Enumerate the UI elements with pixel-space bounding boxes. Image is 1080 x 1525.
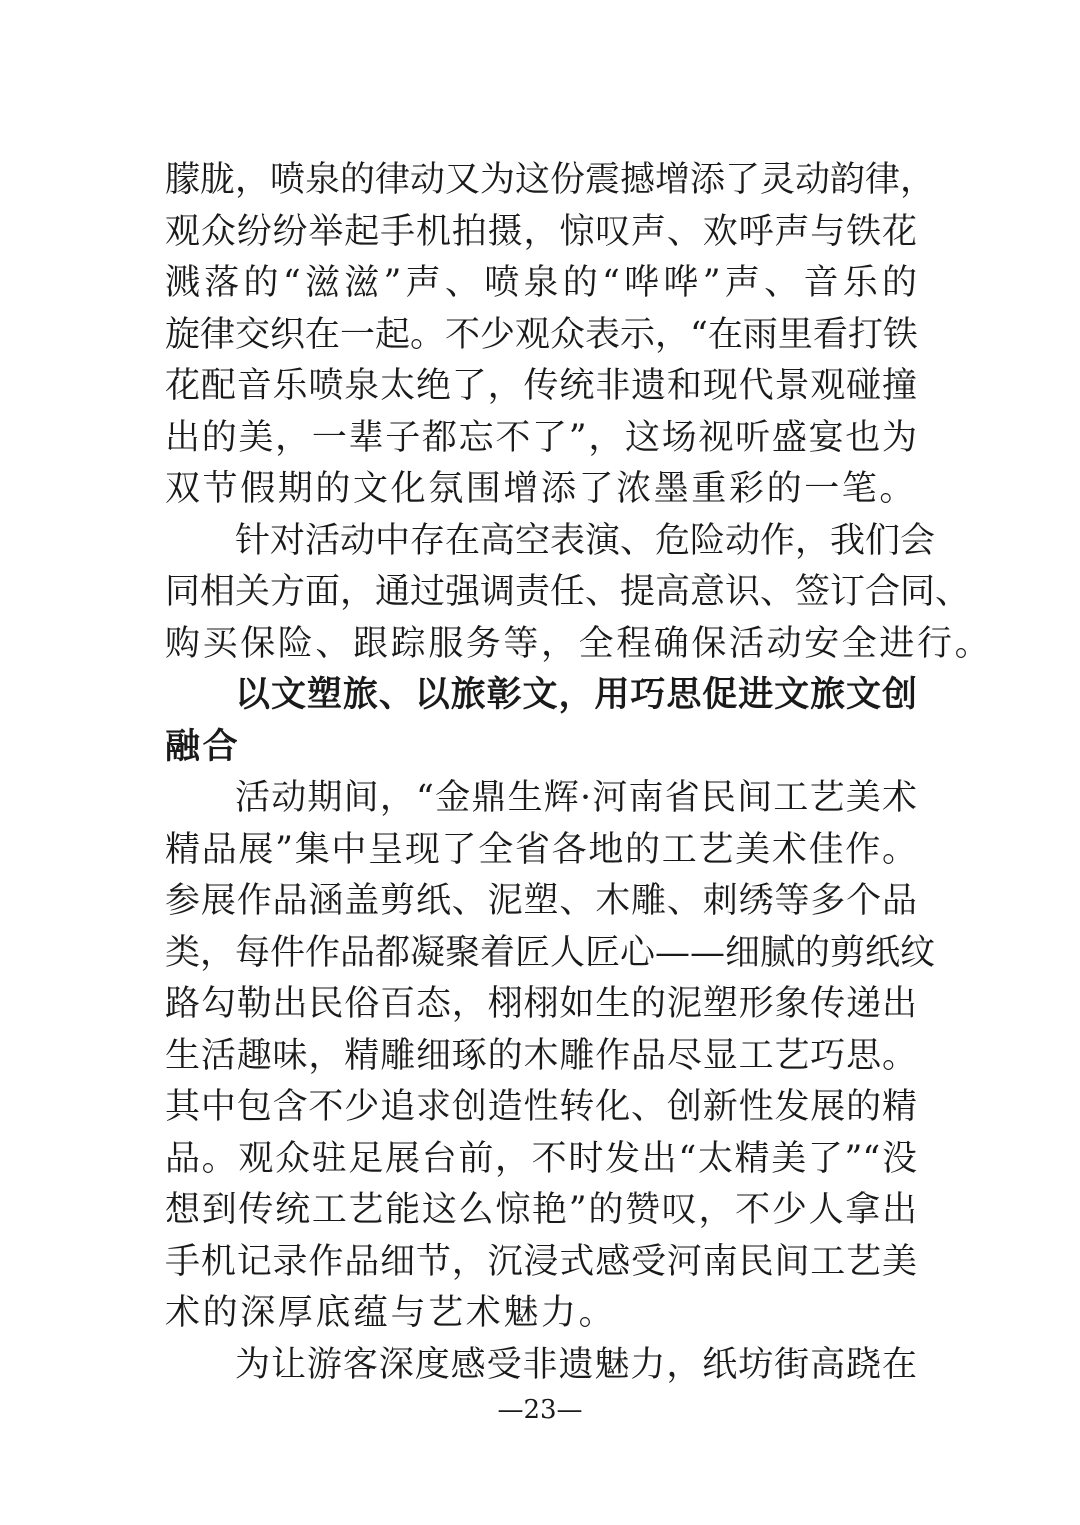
text-line: 术的深厚底蕴与艺术魅力。 xyxy=(165,1293,617,1333)
section-heading-continued: 融合 xyxy=(165,726,241,767)
paragraph-first-line: 为让游客深度感受非遗魅力，纸坊街高跷在 xyxy=(235,1344,917,1385)
text-line: 同相关方面，通过强调责任、提高意识、签订合同、 xyxy=(165,572,971,612)
text-line: 观众纷纷举起手机拍摄，惊叹声、欢呼声与铁花 xyxy=(165,211,917,252)
text-line: 朦胧，喷泉的律动又为这份震撼增添了灵动韵律， xyxy=(165,160,936,200)
text-line: 参展作品涵盖剪纸、泥塑、木雕、刺绣等多个品 xyxy=(165,881,917,921)
section-heading: 以文塑旅、以旅彰文，用巧思促进文旅文创 xyxy=(235,675,917,715)
body-text xyxy=(165,155,993,1391)
paragraph-first-line: 针对活动中存在高空表演、危险动作，我们会 xyxy=(235,520,936,561)
text-line: 生活趣味，精雕细琢的木雕作品尽显工艺巧思。 xyxy=(165,1035,917,1076)
text-line: 购买保险、跟踪服务等，全程确保活动安全进行。 xyxy=(165,623,993,664)
text-line: 类，每件作品都凝聚着匠人匠心——细腻的剪纸纹 xyxy=(165,932,936,973)
text-line: 想到传统工艺能这么惊艳”的赞叹，不少人拿出 xyxy=(165,1190,917,1230)
paragraph-first-line: 活动期间，“金鼎生辉·河南省民间工艺美术 xyxy=(235,778,917,818)
text-line: 精品展”集中呈现了全省各地的工艺美术佳作。 xyxy=(165,829,917,870)
text-line: 出的美，一辈子都忘不了”，这场视听盛宴也为 xyxy=(165,417,917,458)
page-number: —23— xyxy=(497,1395,583,1425)
text-line: 路勾勒出民俗百态，栩栩如生的泥塑形象传递出 xyxy=(165,984,917,1024)
text-line: 花配音乐喷泉太绝了，传统非遗和现代景观碰撞 xyxy=(165,366,917,406)
text-line: 其中包含不少追求创造性转化、创新性发展的精 xyxy=(165,1087,917,1127)
text-line: 溅落的“滋滋”声、喷泉的“哗哗”声、音乐的 xyxy=(165,263,917,303)
text-line: 品。观众驻足展台前，不时发出“太精美了”“没 xyxy=(165,1138,917,1179)
text-line: 双节假期的文化氛围增添了浓墨重彩的一笔。 xyxy=(165,469,918,509)
text-line: 手机记录作品细节，沉浸式感受河南民间工艺美 xyxy=(165,1241,917,1282)
text-line: 旋律交织在一起。不少观众表示，“在雨里看打铁 xyxy=(165,314,918,355)
